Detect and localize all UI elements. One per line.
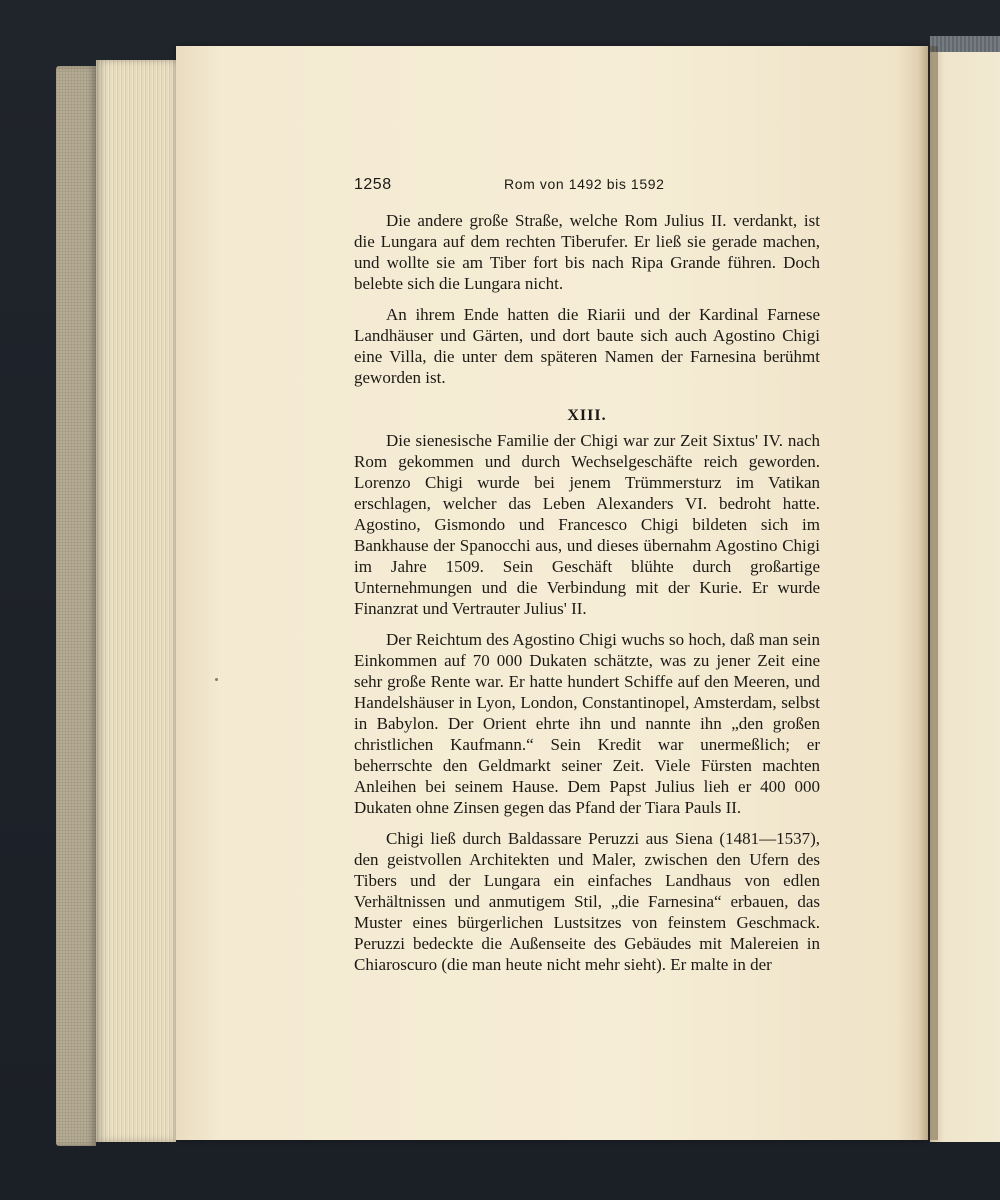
paragraph: Die sienesische Familie der Chigi war zur Zeit Sixtus' IV. nach Rom gekommen und durch Wechselgeschäfte reich geworden. Lorenzo Chigi wurde bei jenem Trümmersturz im Vatikan erschlagen, welcher das Leben Alexanders VI. bedroht hatte. Agostino, Gismondo und Francesco Chigi bildeten sich im Bankhause der Spanocchi aus, und dieses übernahm Agostino Chigi im Jahre 1509. Sein Geschäft blühte durch großartige Unternehmungen und die Verbindung mit der Kurie. Er wurde Finanzrat und Vertrauter Julius' II. — [354, 431, 820, 618]
paragraph: Der Reichtum des Agostino Chigi wuchs so hoch, daß man sein Einkommen auf 70 000 Dukaten schätzte, was zu jener Zeit eine sehr große Rente war. Er hatte hundert Schiffe auf den Meeren, und Handelshäuser in Lyon, London, Constantinopel, Amsterdam, selbst in Babylon. Der Orient ehrte ihn und nannte ihn „den großen christlichen Kaufmann.“ Sein Kredit war unermeßlich; er beherrschte den Geldmarkt seiner Zeit. Viele Fürsten machten Anleihen bei seinem Hause. Dem Papst Julius lieh er 400 000 Dukaten ohne Zinsen gegen das Pfand der Tiara Pauls II. — [354, 630, 820, 817]
running-title: Rom von 1492 bis 1592 — [504, 176, 665, 192]
paragraph: Die andere große Straße, welche Rom Julius II. verdankt, ist die Lungara auf dem rechten Tiberufer. Er ließ sie gerade machen, und wollte sie am Tiber fort bis nach Ripa Grande führen. Doch belebte sich die Lungara nicht. — [354, 211, 820, 293]
paper-speck — [215, 678, 218, 681]
paragraph: Chigi ließ durch Baldassare Peruzzi aus Siena (1481—1537), den geistvollen Architekten und Maler, zwischen den Ufern des Tibers und der Lungara ein einfaches Landhaus von edlen Verhältnissen und anmutigem Stil, „die Farnesina“ erbauen, das Muster eines bürgerlichen Lustsitzes von feinstem Geschmack. Peruzzi bedeckte die Außenseite des Gebäudes mit Malereien in Chiaroscuro (die man heute nicht mehr sieht). Er malte in der — [354, 829, 820, 974]
page-stack — [96, 60, 176, 1142]
paragraph: An ihrem Ende hatten die Riarii und der Kardinal Farnese Landhäuser und Gärten, und dort baute sich auch Agostino Chigi eine Villa, die unter dem späteren Namen der Farnesina berühmt geworden ist. — [354, 305, 820, 387]
section-heading: XIII. — [567, 407, 607, 424]
page-number: 1258 — [354, 176, 392, 193]
gutter-shadow — [918, 46, 938, 1140]
book-cover-edge — [56, 66, 96, 1146]
facing-page — [930, 52, 1000, 1142]
page-text — [354, 176, 820, 985]
running-head — [354, 176, 820, 198]
